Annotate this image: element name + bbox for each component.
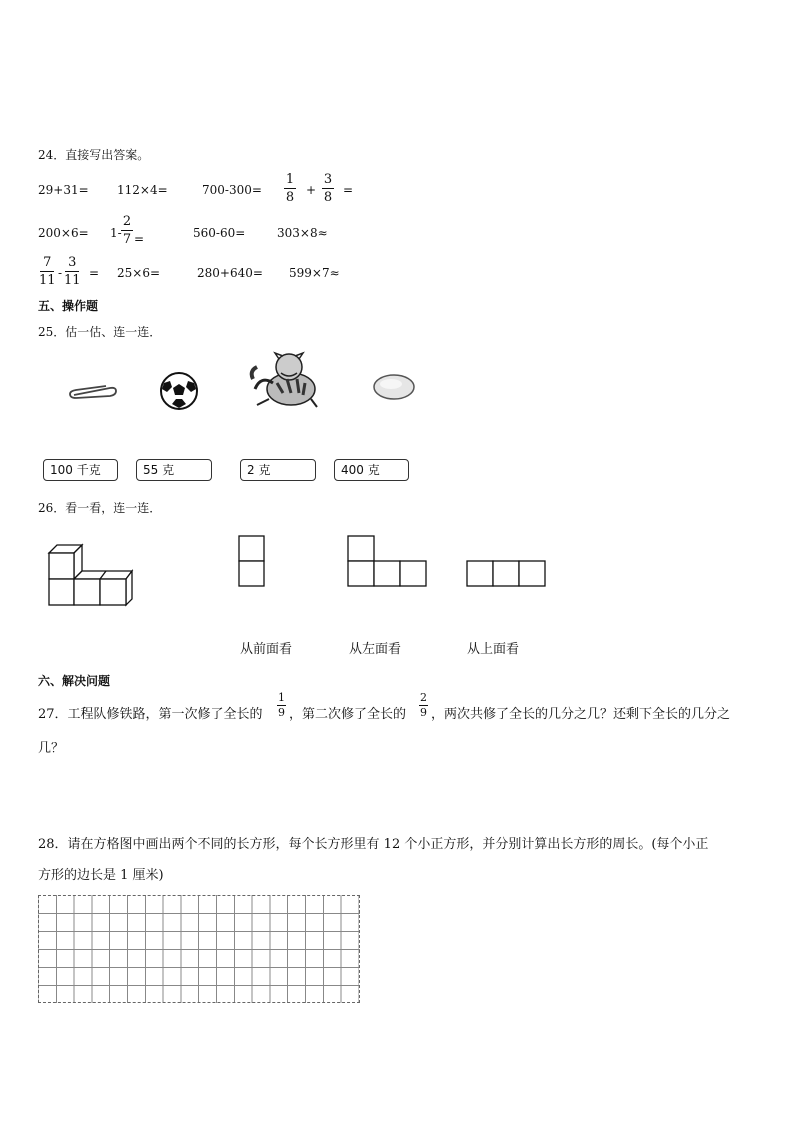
q27-text-line2: 几？ (38, 741, 65, 756)
q24-r2-c: 560-60= (193, 226, 246, 240)
q24-r2-b-pre: 1- (110, 226, 122, 240)
q24-r3-minus: - (58, 266, 63, 280)
weight-box-55g[interactable]: 55 克 (136, 459, 212, 481)
view-two-stacked-squares (238, 535, 268, 589)
q24-r3-b: 25×6= (117, 266, 161, 280)
q28-text-line2: 方形的边长是 1 厘米) (38, 868, 164, 883)
q24-r2-fraction (121, 214, 133, 247)
q24-r1-fraction-2 (322, 172, 334, 205)
q24-r3-c: 280+640= (197, 266, 263, 280)
paperclip-icon (66, 383, 118, 401)
tiger-icon (247, 349, 321, 411)
q25-title: 25．估一估、连一连． (38, 325, 162, 339)
cube-stack-figure (46, 541, 138, 609)
q27-fraction-2 (419, 692, 428, 719)
q24-title: 24．直接写出答案。 (38, 148, 150, 162)
denominator: 9 (420, 706, 427, 719)
weight-box-400g[interactable]: 400 克 (334, 459, 409, 481)
numerator: 1 (278, 691, 285, 704)
numerator: 2 (122, 214, 132, 229)
numerator: 3 (68, 255, 77, 270)
q27-text-mid: ，第二次修了全长的 (289, 707, 407, 722)
q27-text-end: ，两次共修了全长的几分之几？还剩下全长的几分之 (431, 707, 731, 722)
q27-fraction-1 (277, 692, 286, 719)
weight-box-2g[interactable]: 2 克 (240, 459, 316, 481)
view-label-top: 从上面看 (467, 642, 520, 657)
denominator: 11 (39, 273, 56, 288)
q24-r1-c: 700-300= (202, 183, 262, 197)
section-6-heading: 六、解决问题 (38, 674, 111, 688)
view-label-left: 从左面看 (349, 642, 402, 657)
view-three-in-row (466, 560, 548, 590)
numerator: 7 (43, 255, 52, 270)
melon-seed-icon (372, 372, 418, 402)
denominator: 8 (323, 190, 333, 205)
q24-r1-eq: = (343, 183, 354, 197)
numerator: 3 (323, 172, 333, 187)
soccer-ball-icon (158, 371, 200, 411)
q24-r1-b: 112×4= (117, 183, 168, 197)
section-5-heading: 五、操作题 (38, 299, 99, 313)
weight-box-100kg[interactable]: 100 千克 (43, 459, 118, 481)
q24-r3-fraction-1 (39, 255, 56, 288)
q28-text-line1: 28．请在方格图中画出两个不同的长方形，每个长方形里有 12 个小正方形，并分别计算出长方形的周长。(每个小正 (38, 837, 709, 852)
numerator: 2 (420, 691, 427, 704)
q24-r2-b-post: = (134, 232, 145, 246)
numerator: 1 (285, 172, 295, 187)
q26-title: 26．看一看，连一连． (38, 501, 162, 515)
denominator: 8 (285, 190, 295, 205)
q24-r3-eq: = (89, 266, 100, 280)
q24-r1-a: 29+31= (38, 183, 89, 197)
q24-r3-fraction-2 (64, 255, 81, 288)
denominator: 7 (122, 232, 132, 247)
view-l-shape (347, 535, 429, 589)
q24-r2-a: 200×6= (38, 226, 89, 240)
denominator: 11 (64, 273, 81, 288)
drawing-grid[interactable] (38, 895, 360, 1003)
q24-r1-fraction-1 (284, 172, 296, 205)
q27-text-start: 27．工程队修铁路，第一次修了全长的 (38, 707, 263, 722)
q24-r2-d: 303×8≈ (277, 226, 328, 240)
denominator: 9 (278, 706, 285, 719)
view-label-front: 从前面看 (240, 642, 293, 657)
q24-r3-d: 599×7≈ (289, 266, 340, 280)
q24-r1-plus: + (306, 183, 317, 197)
